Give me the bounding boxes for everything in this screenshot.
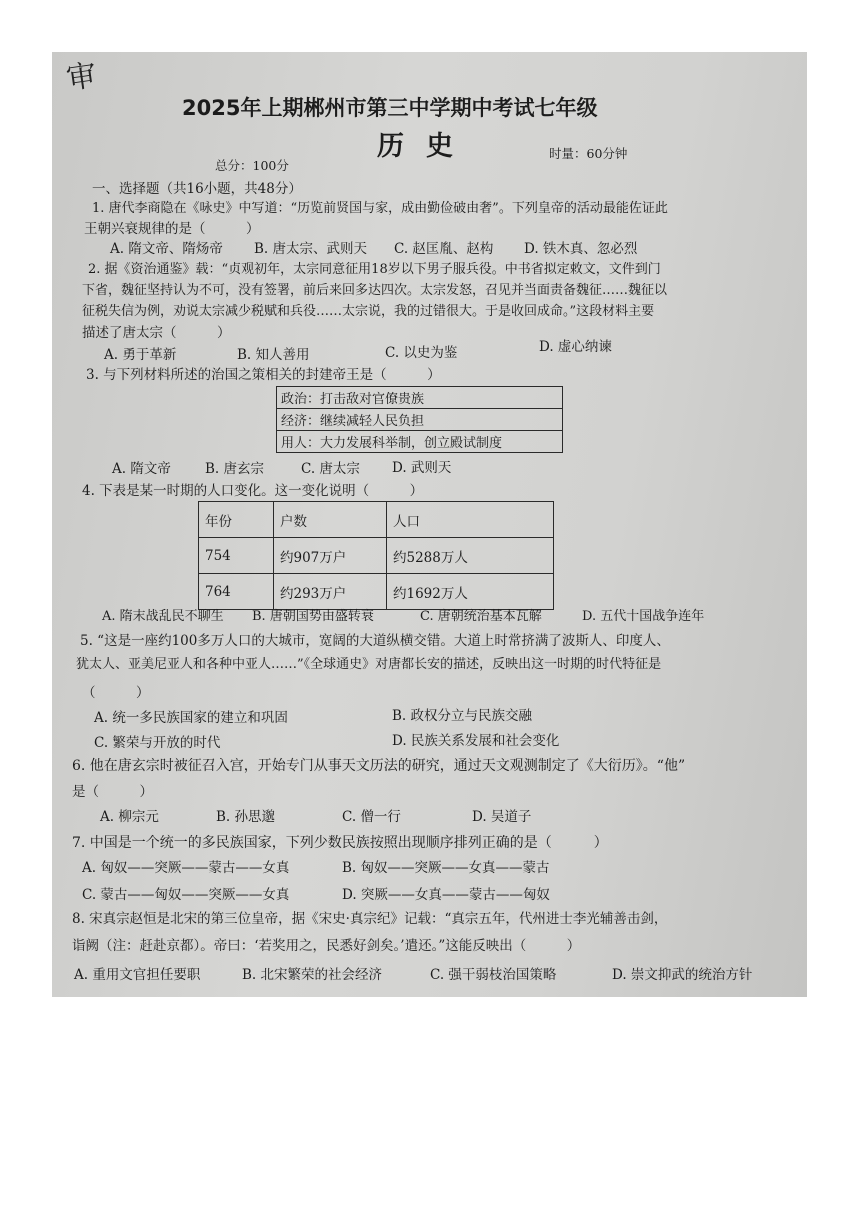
table-cell: 约907万户 [274,538,387,574]
q6-option-b: B. 孙思邈 [216,809,276,825]
time-limit: 时量：60分钟 [549,146,628,161]
table-row [277,431,563,453]
q3-policy-table [276,386,563,453]
table-row [277,409,563,431]
q2-stem-line2: 下省，魏征坚持认为不可，没有签署，前后来回多达四次。太宗发怒，召见并当面责备魏征……魏征以 [82,283,668,298]
table-cell: 政治：打击敌对官僚贵族 [277,387,563,409]
q2-option-b: B. 知人善用 [237,347,310,363]
q2-stem-line3: 征税失信为例，劝说太宗减少税赋和兵役……太宗说，我的过错很大。于是收回成命。”这段材料主要 [82,304,655,319]
table-row [277,387,563,409]
q4-stem: 4. 下表是某一时期的人口变化。这一变化说明（ ） [82,483,424,499]
table-cell: 经济：继续减轻人民负担 [277,409,563,431]
q1-stem-line2: 王朝兴衰规律的是（ ） [84,221,260,237]
q8-stem-line1: 8. 宋真宗赵恒是北宋的第三位皇帝，据《宋史·真宗纪》记载：“真宗五年，代州进士李光辅善击剑， [72,911,668,927]
q7-option-b: B. 匈奴——突厥——女真——蒙古 [342,860,550,876]
q8-stem-line2: 诣阙（注：赶赴京都）。帝曰：‘若奖用之，民悉好剑矣。’遣还。”这能反映出（ ） [72,938,581,954]
q1-option-c: C. 赵匡胤、赵构 [394,241,494,257]
q5-stem-line3: （ ） [82,685,150,701]
q6-option-c: C. 僧一行 [342,809,401,825]
q4-option-b: B. 唐朝国势由盛转衰 [252,609,374,624]
total-score: 总分：100分 [215,158,289,173]
q7-stem: 7. 中国是一个统一的多民族国家，下列少数民族按照出现顺序排列正确的是（ ） [72,835,608,851]
q6-option-a: A. 柳宗元 [100,809,159,825]
q7-option-d: D. 突厥——女真——蒙古——匈奴 [342,887,550,903]
q3-option-a: A. 隋文帝 [112,461,171,477]
q8-option-d: D. 崇文抑武的统治方针 [612,967,753,983]
q2-stem-line4: 描述了唐太宗（ ） [82,325,231,341]
table-row [199,574,554,610]
table-cell: 约1692万人 [387,574,554,610]
q2-option-a: A. 勇于革新 [104,347,177,363]
q4-population-table [198,501,554,610]
table-cell: 754 [199,538,274,574]
table-header: 年份 [199,502,274,538]
q8-option-c: C. 强干弱枝治国策略 [430,967,557,983]
q4-option-c: C. 唐朝统治基本瓦解 [420,609,542,624]
q5-option-c: C. 繁荣与开放的时代 [94,735,221,751]
q3-option-c: C. 唐太宗 [301,461,360,477]
q7-option-c: C. 蒙古——匈奴——突厥——女真 [82,887,290,903]
q8-option-b: B. 北宋繁荣的社会经济 [242,967,383,983]
q5-option-b: B. 政权分立与民族交融 [392,708,533,724]
review-stamp: 审 [64,58,99,97]
q3-option-d: D. 武则天 [392,460,452,476]
table-row [199,538,554,574]
table-header: 人口 [387,502,554,538]
q4-option-d: D. 五代十国战争连年 [582,609,705,624]
q6-stem-line2: 是（ ） [72,784,153,800]
table-header: 户数 [274,502,387,538]
q3-option-b: B. 唐玄宗 [205,461,265,477]
subject-title: 历史 [377,131,475,162]
q3-stem: 3. 与下列材料所述的治国之策相关的封建帝王是（ ） [86,367,441,383]
q1-option-d: D. 铁木真、忽必烈 [524,241,638,257]
table-cell: 用人：大力发展科举制，创立殿试制度 [277,431,563,453]
exam-title: 2025年上期郴州市第三中学期中考试七年级 [182,96,598,120]
q2-option-c: C. 以史为鉴 [385,345,458,361]
q5-stem-line2: 犹太人、亚美尼亚人和各种中亚人……”《全球通史》对唐都长安的描述，反映出这一时期的时代特征是 [76,657,662,672]
q1-option-b: B. 唐太宗、武则天 [254,241,368,257]
q8-option-a: A. 重用文官担任要职 [74,967,201,983]
table-cell: 764 [199,574,274,610]
q5-option-a: A. 统一多民族国家的建立和巩固 [94,710,288,726]
q2-option-d: D. 虚心纳谏 [539,339,612,355]
exam-paper-photo [52,52,807,997]
q5-stem-line1: 5. “这是一座约100多万人口的大城市，宽阔的大道纵横交错。大道上时常挤满了波斯人、印度人、 [80,633,670,649]
q5-option-d: D. 民族关系发展和社会变化 [392,733,560,749]
q1-option-a: A. 隋文帝、隋炀帝 [110,241,223,257]
q6-stem-line1: 6. 他在唐玄宗时被征召入宫，开始专门从事天文历法的研究，通过天文观测制定了《大衍历》。“他” [72,758,686,774]
table-cell: 约293万户 [274,574,387,610]
q6-option-d: D. 吴道子 [472,809,532,825]
q7-option-a: A. 匈奴——突厥——蒙古——女真 [82,860,290,876]
q4-option-a: A. 隋末战乱民不聊生 [102,609,224,624]
table-header-row [199,502,554,538]
table-cell: 约5288万人 [387,538,554,574]
section-title: 一、选择题（共16小题，共48分） [92,181,302,197]
q1-stem-line1: 1. 唐代李商隐在《咏史》中写道：“历览前贤国与家，成由勤俭破由奢”。下列皇帝的活动最能佐证此 [92,201,668,216]
q2-stem-line1: 2. 据《资治通鉴》载：“贞观初年，太宗同意征用18岁以下男子服兵役。中书省拟定敕文，文件到门 [88,262,661,277]
